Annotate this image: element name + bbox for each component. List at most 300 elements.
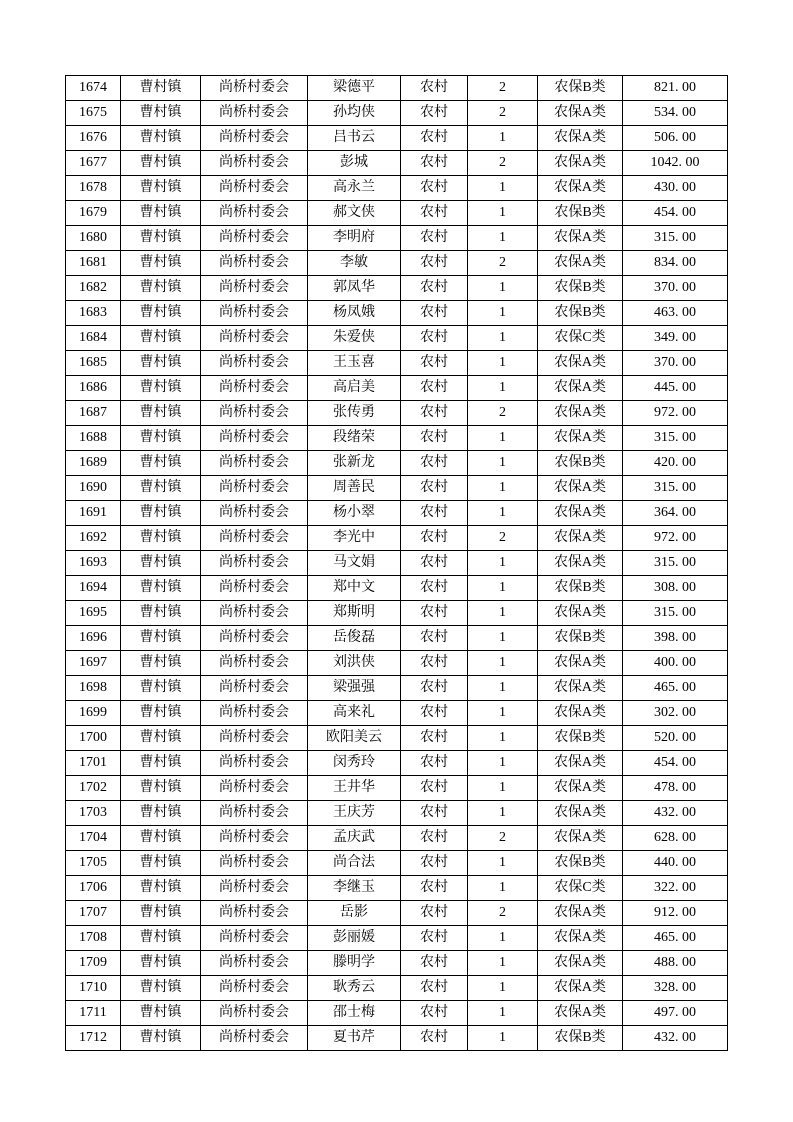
- cell-village-committee: 尚桥村委会: [201, 301, 308, 326]
- cell-amount: 534. 00: [623, 101, 728, 126]
- cell-insurance-category: 农保A类: [538, 926, 623, 951]
- table-row: [66, 376, 728, 401]
- cell-village-committee: 尚桥村委会: [201, 101, 308, 126]
- cell-insurance-category: 农保B类: [538, 301, 623, 326]
- cell-town: 曹村镇: [121, 351, 201, 376]
- cell-household-type: 农村: [401, 76, 468, 101]
- cell-insurance-category: 农保A类: [538, 776, 623, 801]
- cell-person-name: 孙均侠: [308, 101, 401, 126]
- cell-village-committee: 尚桥村委会: [201, 701, 308, 726]
- cell-seq-number: 1711: [66, 1001, 121, 1026]
- cell-household-type: 农村: [401, 176, 468, 201]
- cell-town: 曹村镇: [121, 126, 201, 151]
- cell-seq-number: 1677: [66, 151, 121, 176]
- table-row: [66, 476, 728, 501]
- cell-insurance-category: 农保A类: [538, 476, 623, 501]
- cell-insurance-category: 农保A类: [538, 701, 623, 726]
- cell-household-type: 农村: [401, 201, 468, 226]
- cell-village-committee: 尚桥村委会: [201, 626, 308, 651]
- cell-household-type: 农村: [401, 376, 468, 401]
- cell-amount: 463. 00: [623, 301, 728, 326]
- table-row: [66, 176, 728, 201]
- table-row: [66, 851, 728, 876]
- cell-person-name: 杨小翠: [308, 501, 401, 526]
- cell-town: 曹村镇: [121, 101, 201, 126]
- cell-village-committee: 尚桥村委会: [201, 751, 308, 776]
- cell-village-committee: 尚桥村委会: [201, 576, 308, 601]
- cell-town: 曹村镇: [121, 226, 201, 251]
- cell-amount: 440. 00: [623, 851, 728, 876]
- cell-person-count: 1: [468, 551, 538, 576]
- cell-person-name: 马文娟: [308, 551, 401, 576]
- table-row: [66, 551, 728, 576]
- cell-village-committee: 尚桥村委会: [201, 326, 308, 351]
- cell-person-name: 段绪荣: [308, 426, 401, 451]
- cell-household-type: 农村: [401, 501, 468, 526]
- cell-amount: 315. 00: [623, 551, 728, 576]
- cell-seq-number: 1679: [66, 201, 121, 226]
- table-row: [66, 301, 728, 326]
- cell-town: 曹村镇: [121, 376, 201, 401]
- cell-insurance-category: 农保A类: [538, 501, 623, 526]
- cell-village-committee: 尚桥村委会: [201, 601, 308, 626]
- cell-amount: 364. 00: [623, 501, 728, 526]
- table-row: [66, 701, 728, 726]
- cell-insurance-category: 农保A类: [538, 651, 623, 676]
- table-row: [66, 951, 728, 976]
- cell-amount: 821. 00: [623, 76, 728, 101]
- cell-household-type: 农村: [401, 1026, 468, 1051]
- cell-town: 曹村镇: [121, 651, 201, 676]
- cell-village-committee: 尚桥村委会: [201, 1001, 308, 1026]
- cell-seq-number: 1680: [66, 226, 121, 251]
- cell-amount: 432. 00: [623, 1026, 728, 1051]
- cell-town: 曹村镇: [121, 76, 201, 101]
- table-row: [66, 826, 728, 851]
- cell-person-name: 高启美: [308, 376, 401, 401]
- cell-insurance-category: 农保C类: [538, 876, 623, 901]
- cell-village-committee: 尚桥村委会: [201, 201, 308, 226]
- cell-village-committee: 尚桥村委会: [201, 926, 308, 951]
- cell-household-type: 农村: [401, 251, 468, 276]
- cell-household-type: 农村: [401, 101, 468, 126]
- cell-village-committee: 尚桥村委会: [201, 126, 308, 151]
- cell-seq-number: 1709: [66, 951, 121, 976]
- cell-village-committee: 尚桥村委会: [201, 376, 308, 401]
- cell-person-count: 1: [468, 801, 538, 826]
- cell-person-count: 2: [468, 251, 538, 276]
- cell-insurance-category: 农保A类: [538, 401, 623, 426]
- cell-person-name: 张传勇: [308, 401, 401, 426]
- cell-household-type: 农村: [401, 1001, 468, 1026]
- cell-person-name: 李继玉: [308, 876, 401, 901]
- cell-insurance-category: 农保A类: [538, 251, 623, 276]
- cell-village-committee: 尚桥村委会: [201, 226, 308, 251]
- cell-seq-number: 1698: [66, 676, 121, 701]
- cell-village-committee: 尚桥村委会: [201, 351, 308, 376]
- cell-household-type: 农村: [401, 751, 468, 776]
- cell-town: 曹村镇: [121, 201, 201, 226]
- cell-household-type: 农村: [401, 726, 468, 751]
- cell-person-count: 1: [468, 276, 538, 301]
- cell-town: 曹村镇: [121, 976, 201, 1001]
- cell-person-count: 1: [468, 876, 538, 901]
- cell-seq-number: 1691: [66, 501, 121, 526]
- cell-seq-number: 1710: [66, 976, 121, 1001]
- cell-amount: 370. 00: [623, 276, 728, 301]
- cell-village-committee: 尚桥村委会: [201, 826, 308, 851]
- cell-amount: 478. 00: [623, 776, 728, 801]
- cell-town: 曹村镇: [121, 626, 201, 651]
- cell-person-count: 2: [468, 526, 538, 551]
- cell-household-type: 农村: [401, 801, 468, 826]
- table-row: [66, 76, 728, 101]
- cell-person-name: 王玉喜: [308, 351, 401, 376]
- cell-seq-number: 1675: [66, 101, 121, 126]
- cell-person-name: 彭城: [308, 151, 401, 176]
- cell-insurance-category: 农保A类: [538, 676, 623, 701]
- cell-person-count: 1: [468, 501, 538, 526]
- cell-person-name: 杨凤娥: [308, 301, 401, 326]
- cell-person-name: 彭丽媛: [308, 926, 401, 951]
- cell-person-name: 郭凤华: [308, 276, 401, 301]
- table-row: [66, 726, 728, 751]
- cell-person-name: 王庆芳: [308, 801, 401, 826]
- cell-person-count: 2: [468, 151, 538, 176]
- cell-seq-number: 1697: [66, 651, 121, 676]
- cell-insurance-category: 农保A类: [538, 151, 623, 176]
- cell-household-type: 农村: [401, 826, 468, 851]
- cell-person-count: 1: [468, 451, 538, 476]
- table-row: [66, 201, 728, 226]
- cell-person-name: 岳影: [308, 901, 401, 926]
- cell-person-count: 1: [468, 726, 538, 751]
- cell-person-count: 1: [468, 626, 538, 651]
- cell-household-type: 农村: [401, 901, 468, 926]
- cell-town: 曹村镇: [121, 951, 201, 976]
- cell-person-count: 2: [468, 76, 538, 101]
- cell-person-name: 吕书云: [308, 126, 401, 151]
- cell-village-committee: 尚桥村委会: [201, 176, 308, 201]
- cell-person-name: 孟庆武: [308, 826, 401, 851]
- table-row: [66, 226, 728, 251]
- cell-town: 曹村镇: [121, 276, 201, 301]
- cell-insurance-category: 农保B类: [538, 1026, 623, 1051]
- cell-household-type: 农村: [401, 301, 468, 326]
- insurance-table: [65, 75, 728, 1051]
- cell-town: 曹村镇: [121, 751, 201, 776]
- cell-person-count: 1: [468, 301, 538, 326]
- cell-village-committee: 尚桥村委会: [201, 851, 308, 876]
- cell-amount: 520. 00: [623, 726, 728, 751]
- cell-insurance-category: 农保C类: [538, 326, 623, 351]
- table-row: [66, 1001, 728, 1026]
- cell-amount: 398. 00: [623, 626, 728, 651]
- cell-town: 曹村镇: [121, 551, 201, 576]
- cell-amount: 302. 00: [623, 701, 728, 726]
- cell-seq-number: 1692: [66, 526, 121, 551]
- cell-town: 曹村镇: [121, 601, 201, 626]
- cell-household-type: 农村: [401, 126, 468, 151]
- cell-household-type: 农村: [401, 651, 468, 676]
- cell-insurance-category: 农保B类: [538, 276, 623, 301]
- cell-seq-number: 1685: [66, 351, 121, 376]
- table-row: [66, 501, 728, 526]
- cell-town: 曹村镇: [121, 476, 201, 501]
- cell-amount: 432. 00: [623, 801, 728, 826]
- cell-seq-number: 1690: [66, 476, 121, 501]
- cell-seq-number: 1688: [66, 426, 121, 451]
- cell-person-name: 邵士梅: [308, 1001, 401, 1026]
- cell-amount: 488. 00: [623, 951, 728, 976]
- cell-insurance-category: 农保A类: [538, 951, 623, 976]
- cell-person-name: 滕明学: [308, 951, 401, 976]
- table-row: [66, 751, 728, 776]
- cell-insurance-category: 农保A类: [538, 126, 623, 151]
- cell-person-count: 2: [468, 401, 538, 426]
- cell-household-type: 农村: [401, 876, 468, 901]
- cell-insurance-category: 农保A类: [538, 976, 623, 1001]
- cell-town: 曹村镇: [121, 426, 201, 451]
- cell-amount: 912. 00: [623, 901, 728, 926]
- cell-amount: 454. 00: [623, 201, 728, 226]
- cell-amount: 454. 00: [623, 751, 728, 776]
- cell-insurance-category: 农保A类: [538, 351, 623, 376]
- cell-person-count: 1: [468, 926, 538, 951]
- cell-household-type: 农村: [401, 401, 468, 426]
- cell-seq-number: 1682: [66, 276, 121, 301]
- cell-insurance-category: 农保A类: [538, 751, 623, 776]
- cell-seq-number: 1704: [66, 826, 121, 851]
- cell-village-committee: 尚桥村委会: [201, 251, 308, 276]
- table-row: [66, 426, 728, 451]
- cell-amount: 308. 00: [623, 576, 728, 601]
- cell-person-name: 梁强强: [308, 676, 401, 701]
- cell-seq-number: 1701: [66, 751, 121, 776]
- cell-village-committee: 尚桥村委会: [201, 1026, 308, 1051]
- cell-seq-number: 1693: [66, 551, 121, 576]
- cell-seq-number: 1694: [66, 576, 121, 601]
- cell-household-type: 农村: [401, 976, 468, 1001]
- cell-amount: 1042. 00: [623, 151, 728, 176]
- cell-amount: 465. 00: [623, 676, 728, 701]
- cell-town: 曹村镇: [121, 701, 201, 726]
- cell-town: 曹村镇: [121, 301, 201, 326]
- cell-person-count: 1: [468, 651, 538, 676]
- cell-town: 曹村镇: [121, 176, 201, 201]
- cell-person-count: 1: [468, 776, 538, 801]
- cell-amount: 322. 00: [623, 876, 728, 901]
- cell-seq-number: 1700: [66, 726, 121, 751]
- cell-town: 曹村镇: [121, 826, 201, 851]
- cell-seq-number: 1696: [66, 626, 121, 651]
- cell-village-committee: 尚桥村委会: [201, 726, 308, 751]
- cell-amount: 315. 00: [623, 601, 728, 626]
- table-row: [66, 526, 728, 551]
- cell-seq-number: 1678: [66, 176, 121, 201]
- cell-amount: 349. 00: [623, 326, 728, 351]
- cell-amount: 972. 00: [623, 526, 728, 551]
- cell-person-name: 朱爱侠: [308, 326, 401, 351]
- table-row: [66, 976, 728, 1001]
- cell-household-type: 农村: [401, 776, 468, 801]
- table-row: [66, 776, 728, 801]
- cell-insurance-category: 农保B类: [538, 851, 623, 876]
- cell-person-count: 1: [468, 751, 538, 776]
- cell-village-committee: 尚桥村委会: [201, 876, 308, 901]
- cell-village-committee: 尚桥村委会: [201, 951, 308, 976]
- table-row: [66, 926, 728, 951]
- cell-village-committee: 尚桥村委会: [201, 776, 308, 801]
- cell-seq-number: 1683: [66, 301, 121, 326]
- cell-household-type: 农村: [401, 226, 468, 251]
- table-row: [66, 1026, 728, 1051]
- cell-insurance-category: 农保A类: [538, 376, 623, 401]
- cell-insurance-category: 农保B类: [538, 726, 623, 751]
- cell-household-type: 农村: [401, 701, 468, 726]
- table-row: [66, 876, 728, 901]
- cell-seq-number: 1699: [66, 701, 121, 726]
- cell-household-type: 农村: [401, 151, 468, 176]
- cell-person-count: 1: [468, 426, 538, 451]
- cell-person-count: 1: [468, 601, 538, 626]
- cell-household-type: 农村: [401, 851, 468, 876]
- cell-person-name: 周善民: [308, 476, 401, 501]
- cell-village-committee: 尚桥村委会: [201, 451, 308, 476]
- cell-amount: 834. 00: [623, 251, 728, 276]
- cell-amount: 465. 00: [623, 926, 728, 951]
- cell-village-committee: 尚桥村委会: [201, 151, 308, 176]
- cell-household-type: 农村: [401, 451, 468, 476]
- cell-amount: 328. 00: [623, 976, 728, 1001]
- cell-person-count: 1: [468, 976, 538, 1001]
- cell-person-name: 高来礼: [308, 701, 401, 726]
- cell-person-count: 2: [468, 101, 538, 126]
- cell-village-committee: 尚桥村委会: [201, 76, 308, 101]
- cell-person-name: 李敏: [308, 251, 401, 276]
- cell-person-count: 1: [468, 176, 538, 201]
- cell-insurance-category: 农保A类: [538, 1001, 623, 1026]
- cell-town: 曹村镇: [121, 501, 201, 526]
- cell-person-name: 王井华: [308, 776, 401, 801]
- cell-person-name: 岳俊磊: [308, 626, 401, 651]
- cell-person-name: 刘洪侠: [308, 651, 401, 676]
- cell-household-type: 农村: [401, 526, 468, 551]
- cell-person-name: 郝文侠: [308, 201, 401, 226]
- cell-person-count: 1: [468, 476, 538, 501]
- cell-person-name: 耿秀云: [308, 976, 401, 1001]
- cell-household-type: 农村: [401, 601, 468, 626]
- cell-person-count: 1: [468, 126, 538, 151]
- cell-seq-number: 1708: [66, 926, 121, 951]
- cell-seq-number: 1707: [66, 901, 121, 926]
- cell-seq-number: 1674: [66, 76, 121, 101]
- cell-person-count: 1: [468, 1001, 538, 1026]
- cell-person-count: 1: [468, 376, 538, 401]
- cell-town: 曹村镇: [121, 876, 201, 901]
- cell-person-count: 1: [468, 351, 538, 376]
- cell-village-committee: 尚桥村委会: [201, 401, 308, 426]
- cell-insurance-category: 农保A类: [538, 551, 623, 576]
- cell-person-name: 郑中文: [308, 576, 401, 601]
- cell-town: 曹村镇: [121, 776, 201, 801]
- cell-amount: 420. 00: [623, 451, 728, 476]
- table-row: [66, 576, 728, 601]
- table-row: [66, 326, 728, 351]
- cell-town: 曹村镇: [121, 926, 201, 951]
- cell-town: 曹村镇: [121, 676, 201, 701]
- cell-insurance-category: 农保A类: [538, 801, 623, 826]
- cell-person-name: 郑斯明: [308, 601, 401, 626]
- cell-town: 曹村镇: [121, 801, 201, 826]
- cell-person-count: 1: [468, 851, 538, 876]
- cell-amount: 972. 00: [623, 401, 728, 426]
- cell-village-committee: 尚桥村委会: [201, 426, 308, 451]
- cell-insurance-category: 农保A类: [538, 426, 623, 451]
- cell-person-count: 2: [468, 826, 538, 851]
- cell-village-committee: 尚桥村委会: [201, 801, 308, 826]
- cell-person-count: 1: [468, 201, 538, 226]
- cell-village-committee: 尚桥村委会: [201, 901, 308, 926]
- table-row: [66, 451, 728, 476]
- cell-amount: 628. 00: [623, 826, 728, 851]
- cell-person-count: 1: [468, 1026, 538, 1051]
- cell-town: 曹村镇: [121, 1001, 201, 1026]
- cell-insurance-category: 农保B类: [538, 76, 623, 101]
- cell-seq-number: 1702: [66, 776, 121, 801]
- cell-amount: 315. 00: [623, 226, 728, 251]
- cell-town: 曹村镇: [121, 851, 201, 876]
- cell-household-type: 农村: [401, 576, 468, 601]
- cell-household-type: 农村: [401, 951, 468, 976]
- cell-household-type: 农村: [401, 676, 468, 701]
- cell-town: 曹村镇: [121, 1026, 201, 1051]
- table-row: [66, 401, 728, 426]
- cell-person-name: 张新龙: [308, 451, 401, 476]
- cell-town: 曹村镇: [121, 901, 201, 926]
- cell-amount: 315. 00: [623, 476, 728, 501]
- cell-seq-number: 1695: [66, 601, 121, 626]
- cell-person-count: 1: [468, 576, 538, 601]
- table-body: [66, 76, 728, 1051]
- cell-village-committee: 尚桥村委会: [201, 276, 308, 301]
- cell-amount: 506. 00: [623, 126, 728, 151]
- table-row: [66, 601, 728, 626]
- cell-insurance-category: 农保B类: [538, 451, 623, 476]
- cell-seq-number: 1687: [66, 401, 121, 426]
- cell-village-committee: 尚桥村委会: [201, 676, 308, 701]
- cell-insurance-category: 农保A类: [538, 226, 623, 251]
- cell-insurance-category: 农保A类: [538, 176, 623, 201]
- table-row: [66, 251, 728, 276]
- cell-insurance-category: 农保A类: [538, 526, 623, 551]
- cell-person-count: 2: [468, 901, 538, 926]
- cell-town: 曹村镇: [121, 526, 201, 551]
- table-row: [66, 801, 728, 826]
- cell-household-type: 农村: [401, 476, 468, 501]
- cell-village-committee: 尚桥村委会: [201, 976, 308, 1001]
- cell-amount: 315. 00: [623, 426, 728, 451]
- cell-village-committee: 尚桥村委会: [201, 476, 308, 501]
- cell-town: 曹村镇: [121, 576, 201, 601]
- table-row: [66, 901, 728, 926]
- cell-person-name: 夏书芹: [308, 1026, 401, 1051]
- cell-insurance-category: 农保A类: [538, 826, 623, 851]
- cell-amount: 430. 00: [623, 176, 728, 201]
- cell-village-committee: 尚桥村委会: [201, 651, 308, 676]
- cell-amount: 370. 00: [623, 351, 728, 376]
- cell-person-name: 高永兰: [308, 176, 401, 201]
